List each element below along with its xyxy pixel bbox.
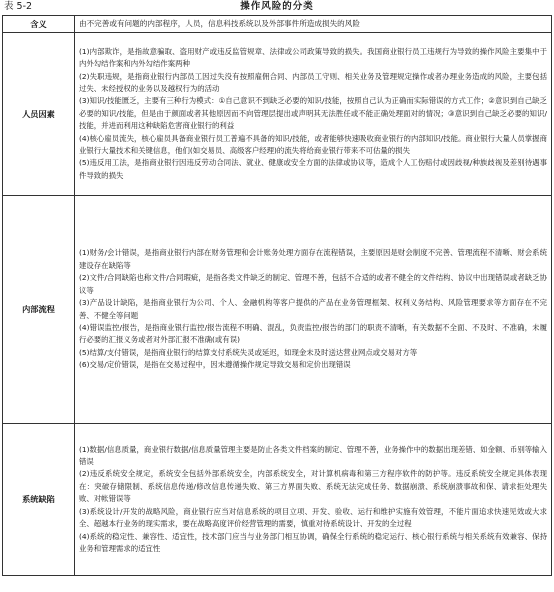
category-row <box>3 424 552 576</box>
list-item: (5)结算/支付错误，是指商业银行的结算支付系统失灵或延迟，如现金未及时送达营业网点或交易对方等 <box>79 347 418 357</box>
category-items <box>75 33 552 196</box>
list-item: (3)系统设计/开发的战略风险，商业银行应当对信息系统的项目立项、开发、验收、运行和维护实施有效管理，不能片面追求快速见效或大求全、超越本行业务的现实需求，要在战略高度评价经营管理的需要，慎重对待系统设计、开发的全过程 <box>79 506 547 529</box>
category-name: 人员因素 <box>3 33 75 196</box>
category-name: 内部流程 <box>3 196 75 424</box>
list-item: (1)财务/会计错误，是指商业银行内部在财务管理和会计账务处理方面存在流程错误，主要原因是财会制度不完善、管理流程不清晰、财会系统建设存在缺陷等 <box>79 248 547 270</box>
list-item: (2)文件/合同缺陷也称文件/合同瑕疵，是指各类文件缺乏的制定、管理不善，包括不合适的或者不健全的文件结构、协议中出现错误或者缺乏协议等 <box>79 273 547 295</box>
list-item: (2)违反系统安全规定，系统安全包括外部系统安全，内部系统安全，对计算机病毒和第三方程序软件的防护等。违反系统安全规定具体表现在：突破存储限制、系统信息传递/修改信息传递失败、第三方界面失败、系统无法完成任务、数据崩溃、系统崩溃事故和保、请求拒处理失败、对帐错误等 <box>79 469 547 504</box>
list-item: (1)数据/信息质量，商业银行数据/信息质量管理主要是防止各类文件档案的制定、管理不善，业务操作中的数据出现差错、如金额、币别等输入错误 <box>79 444 547 467</box>
list-item: (1)内部欺诈，是指故意骗取、盗用财产或违反监管规章、法律或公司政策导致的损失。我国商业银行员工违规行为导致的操作风险主要集中于内外勾结作案和内外勾结作案两种 <box>79 46 547 69</box>
list-item: (4)错误监控/报告，是指商业银行监控/报告流程不明确、混乱，负责监控/报告的部门的职责不清晰，有关数据不全面、不及时、不准确，未履行必要的汇报义务或者对外部汇报不准确(或有误) <box>79 322 547 345</box>
definition-row <box>3 16 552 33</box>
category-items <box>75 196 552 424</box>
table-title: 操作风险的分类 <box>240 1 314 12</box>
list-item: (4)系统的稳定性、兼容性、适宜性，技术部门应当与业务部门相互协调，确保全行系统的稳定运行、核心银行系统与相关系统有效兼容、保持业务和管理需求的适宜性 <box>79 531 547 553</box>
list-item: (6)交易/定价错误，是指在交易过程中，因未遵循操作规定导致交易和定价出现错误 <box>79 360 351 370</box>
category-row <box>3 33 552 196</box>
list-item: (2)失职违规，是指商业银行内部员工因过失没有按照雇佣合同、内部员工守则、相关业务及管理规定操作或者办理业务造成的风险，主要包括过失、未经授权的业务以及越权行为的活动 <box>79 71 547 93</box>
category-row <box>3 196 552 424</box>
list-item: (3)产品设计缺陷，是指商业银行为公司、个人、金融机构等客户提供的产品在业务管理框架、权利义务结构、风险管理要求等方面存在不完善、不健全等问题 <box>79 298 547 320</box>
definition-label: 含义 <box>3 16 75 33</box>
list-item: (3)知识/技能匮乏，主要有三种行为模式：①自己意识不到缺乏必要的知识/技能，按照自己认为正确而实际错误的方式工作；②意识到自己缺乏必要的知识/技能，但是由于颜面或者其他原因而不向管理层提出或声明其无法胜任或不能正确处理面对的情况；③意识到自己缺乏必要的知识/技能，并进而利用这种缺陷危害商业银行的利益 <box>79 96 547 131</box>
category-items <box>75 424 552 576</box>
definition-text: 由不完善或有问题的内部程序，人员，信息科技系统以及外部事件所造成损失的风险 <box>75 16 552 33</box>
category-name: 系统缺陷 <box>3 424 75 576</box>
list-item: (4)核心雇员流失，核心雇员具备商业银行员工普遍不具备的知识/技能，或者能够快速吸收商业银行的内部知识/技能。商业银行大量人员掌握商业银行大量技术和关键信息，他们(如交易员、高级客户经理)的流失将给商业银行带来不可估量的损失 <box>79 133 547 156</box>
risk-classification-table <box>2 15 552 576</box>
table-number: 表 5-2 <box>4 1 33 12</box>
list-item: (5)违反用工法，是指商业银行因违反劳动合同法、就业、健康或安全方面的法律或协议等，造成个人工伤赔付或因歧视/种族歧视及差别待遇事件导致的损失 <box>79 158 547 180</box>
table-caption <box>0 0 554 14</box>
